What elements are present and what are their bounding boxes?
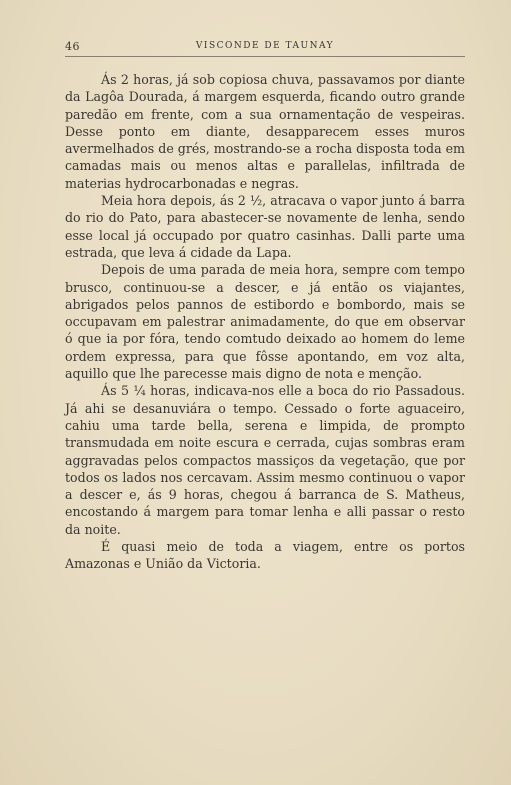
page-header (65, 40, 465, 57)
paragraph: É quasi meio de toda a viagem, entre os portos Amazonas e União da Victoria. (65, 539, 465, 572)
running-head: VISCONDE DE TAUNAY (195, 41, 335, 51)
paragraph: Ás 2 horas, já sob copiosa chuva, passavamos por diante da Lagôa Dourada, á margem esquerda, ficando outro grande paredão em frente, com a sua ornamentação de vespeiras. Desse ponto em diante, desapparecem esses muros avermelhados de grés, mostrando-se a rocha disposta toda em camadas mais ou menos altas e parallelas, infiltrada de materias hydrocarbonadas e negras. (65, 72, 465, 191)
paragraph: Ás 5 ¼ horas, indicava-nos elle a boca do rio Passadous. Já ahi se desanuviára o tempo. Cessado o forte aguaceiro, cahiu uma tarde bella, serena e limpida, de prompto transmudada em noite escura e cerrada, cujas sombras eram aggravadas pelos compactos massiços da vegetação, que por todos os lados nos cercavam. Assim mesmo continuou o vapor a descer e, ás 9 horas, chegou á barranca de S. Matheus, encostando á margem para tomar lenha e alli passar o resto da noite. (65, 383, 465, 537)
paragraph: Meia hora depois, ás 2 ½, atracava o vapor junto á barra do rio do Pato, para abastecer-se novamente de lenha, sendo esse local já occupado por quatro casinhas. Dalli parte uma estrada, que leva á cidade da Lapa. (65, 193, 465, 260)
text-body (65, 71, 465, 573)
paragraph: Depois de uma parada de meia hora, sempre com tempo brusco, continuou-se a descer, e já então os viajantes, abrigados pelos pannos de estibordo e bombordo, mais se occupavam em palestrar animadamente, do que em observar ó que ia por fóra, tendo comtudo deixado ao homem do leme ordem expressa, para que fôsse apontando, em voz alta, aquillo que lhe parecesse mais digno de nota e menção. (65, 262, 465, 382)
page-number: 46 (65, 40, 80, 53)
